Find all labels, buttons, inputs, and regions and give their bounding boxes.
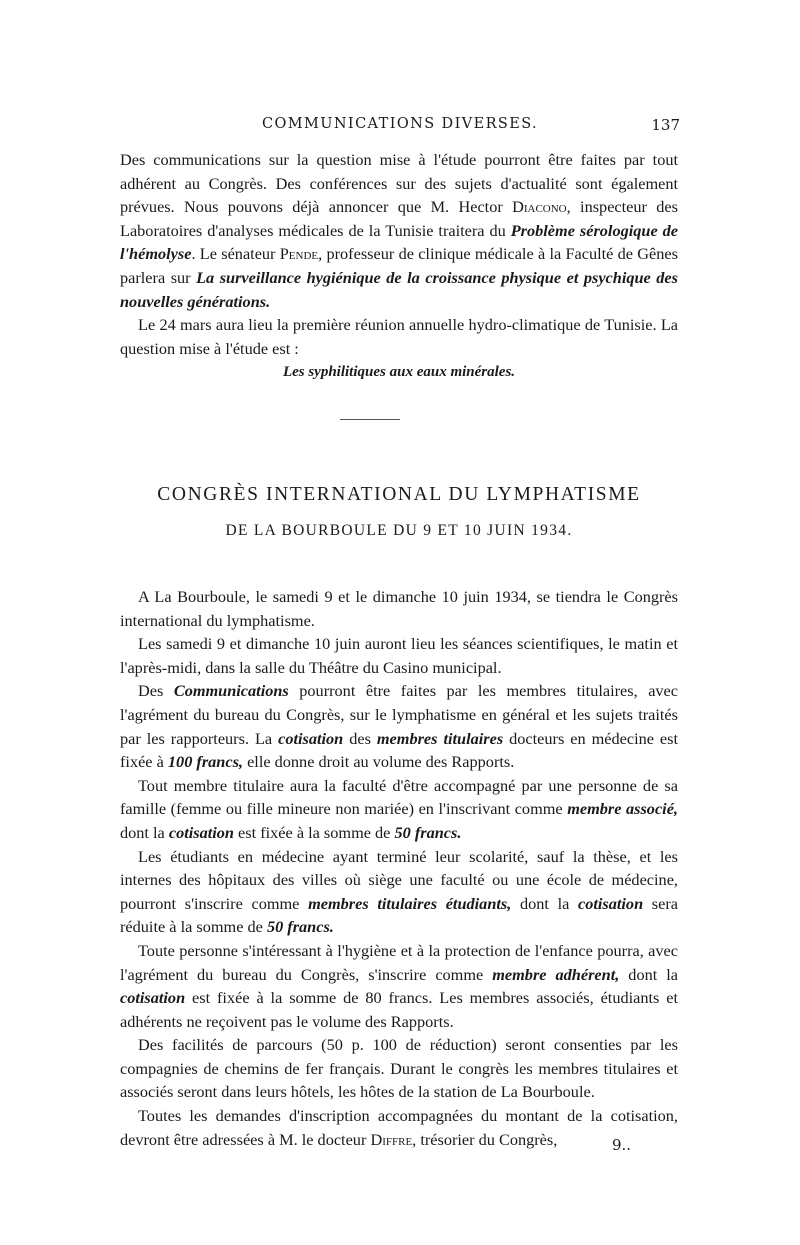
paragraph: [120, 774, 678, 845]
text-run: Les étudiants en médecine ayant terminé leur scolarité, sauf la thèse, et les internes des hôpitaux des villes où siège une faculté ou une école de médecine, pourront s'inscrire comme: [120, 846, 678, 913]
section-title: CONGRÈS INTERNATIONAL DU LYMPHATISME: [157, 484, 641, 505]
separator-rule: [340, 419, 400, 420]
signature-mark: 9..: [612, 1136, 632, 1154]
paragraph: [120, 939, 678, 1033]
paragraph: [120, 845, 678, 939]
running-head: COMMUNICATIONS DIVERSES.: [261, 116, 539, 132]
text-run: sera réduite à la somme de: [120, 893, 679, 937]
text-run: Des communications sur la question mise à l'étude pourront être faites par tout adhérent au Congrès. Des conférences sur des sujets d'actualité sont également prévues. Nous pouvons déjà annoncer que M. Hector: [120, 150, 678, 217]
person-name: Diacono: [512, 197, 567, 217]
text-run: dont la: [120, 822, 169, 842]
italic-term: 50 francs.: [394, 822, 462, 842]
paragraph: [120, 148, 678, 313]
italic-title: Problème sérologique de l'hémolyse: [120, 220, 678, 264]
body-text-block: [120, 585, 678, 1151]
paragraph: A La Bourboule, le samedi 9 et le dimanche 10 juin 1934, se tiendra le Congrès international du lymphatisme.: [120, 587, 678, 630]
text-run: Toutes les demandes d'inscription accompagnées du montant de la cotisation, devront être adressées à M. le docteur: [120, 1106, 678, 1149]
section-subtitle: DE LA BOURBOULE DU 9 ET 10 JUIN 1934.: [225, 522, 573, 539]
text-run: des: [343, 728, 377, 748]
paragraph: Des facilités de parcours (50 p. 100 de réduction) seront consenties par les compagnies de chemins de fer français. Durant le congrès les membres titulaires et associés seront dans leurs hôtels, les hôtes de la station de La Bourboule.: [120, 1035, 678, 1102]
italic-term: Communications: [173, 681, 289, 701]
text-run: docteurs en médecine est fixée à: [120, 728, 679, 772]
italic-term: 100 francs,: [167, 752, 243, 772]
text-run: , inspecteur des Laboratoires d'analyses médicales de la Tunisie traitera du: [120, 197, 678, 240]
text-run: Des: [138, 681, 174, 701]
italic-term: 50 francs.: [266, 917, 334, 937]
text-run: elle donne droit au volume des Rapports.: [243, 752, 515, 772]
text-run: dont la: [511, 893, 578, 913]
text-run: Toute personne s'intéressant à l'hygiène et à la protection de l'enfance pourra, avec l'agrément du bureau du Congrès, s'inscrire comme: [120, 940, 678, 984]
italic-term: cotisation: [120, 988, 186, 1008]
italic-term: membres titulaires: [376, 728, 504, 748]
person-name: Diffre: [370, 1129, 413, 1149]
italic-term: membre associé,: [567, 799, 678, 819]
text-run: Tout membre titulaire aura la faculté d'être accompagné par une personne de sa famille (femme ou fille mineure non mariée) en l'inscrivant comme: [120, 775, 678, 819]
text-run: , trésorier du Congrès,: [412, 1129, 558, 1149]
question-line: Les syphilitiques aux eaux minérales.: [282, 364, 516, 380]
text-run: pourront être faites par les membres titulaires, avec l'agrément du bureau du Congrès, sur le lymphatisme en général et les sujets traités par les rapporteurs. La: [120, 681, 679, 748]
page-header: [120, 116, 680, 138]
text-run: est fixée à la somme de: [233, 822, 395, 842]
paragraph: Le 24 mars aura lieu la première réunion annuelle hydro-climatique de Tunisie. La question mise à l'étude est :: [120, 315, 678, 358]
text-run: , professeur de clinique médicale à la Faculté de Gênes parlera sur: [120, 244, 678, 287]
paragraph: [120, 679, 678, 773]
text-run: est fixée à la somme de 80 francs. Les membres associés, étudiants et adhérents ne reçoivent pas le volume des Rapports.: [120, 988, 678, 1031]
text-run: dont la: [619, 964, 678, 984]
page-number: 137: [651, 116, 680, 134]
text-run: . Le sénateur: [191, 244, 280, 264]
italic-term: cotisation: [168, 822, 234, 842]
italic-term: membres titulaires étudiants,: [308, 893, 512, 913]
person-name: Pende: [279, 244, 319, 264]
paragraph: [120, 1104, 678, 1151]
italic-term: membre adhérent,: [492, 964, 620, 984]
italic-term: cotisation: [278, 728, 344, 748]
top-text-block: [120, 148, 678, 360]
italic-term: cotisation: [578, 893, 644, 913]
paragraph: Les samedi 9 et dimanche 10 juin auront lieu les séances scientifiques, le matin et l'après-midi, dans la salle du Théâtre du Casino municipal.: [120, 634, 678, 677]
italic-title: La surveillance hygiénique de la croissance physique et psychique des nouvelles générations.: [120, 267, 678, 311]
